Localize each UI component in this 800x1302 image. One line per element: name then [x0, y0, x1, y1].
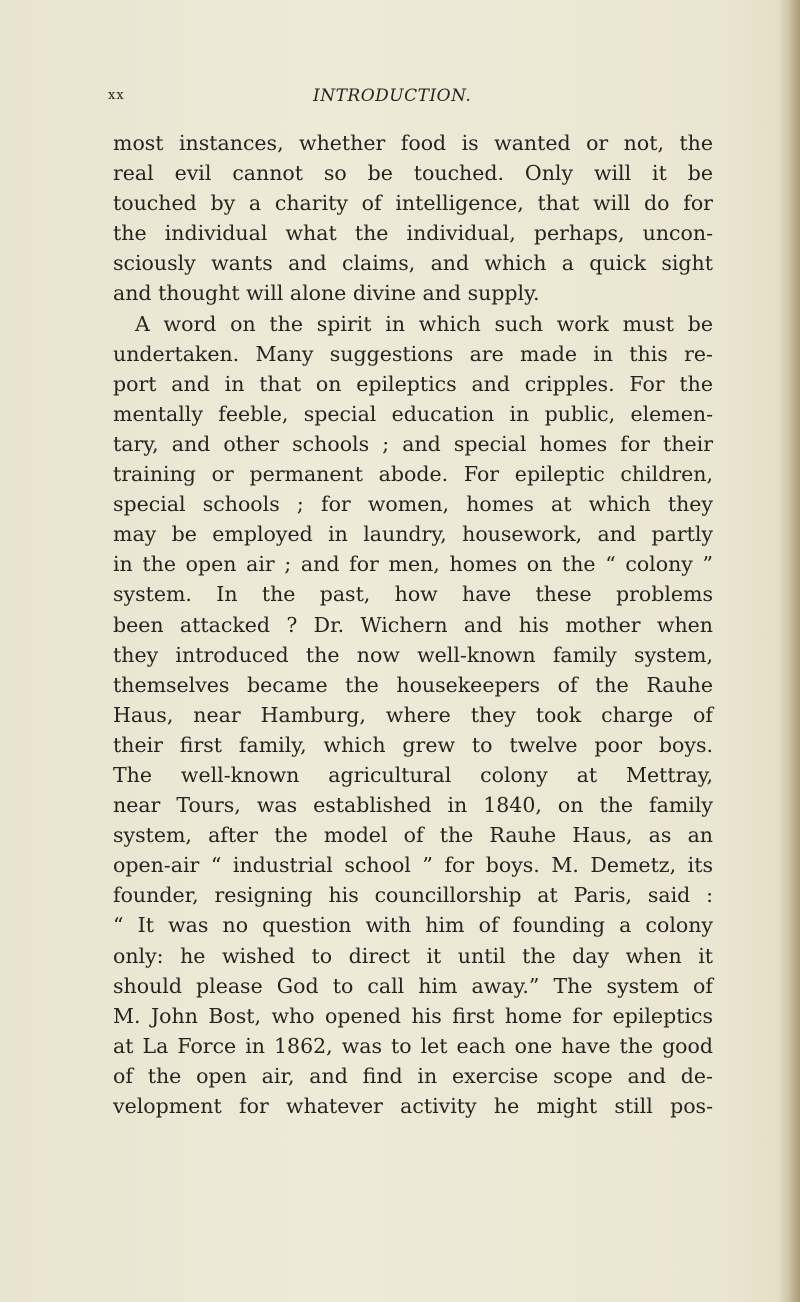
text-line: special schools ; for women, homes at which they	[113, 492, 713, 517]
text-line: Haus, near Hamburg, where they took charge of	[113, 702, 713, 727]
text-line: undertaken. Many suggestions are made in this re-	[113, 341, 713, 366]
page-number: xx	[108, 88, 125, 103]
body-text	[113, 128, 713, 1121]
text-line: themselves became the housekeepers of the Rauhe	[113, 672, 713, 697]
text-line: touched by a charity of intelligence, that will do for	[113, 191, 713, 216]
text-line: port and in that on epileptics and cripples. For the	[113, 371, 713, 396]
text-line: A word on the spirit in which such work must be	[135, 311, 713, 336]
text-line: they introduced the now well-known family system,	[113, 642, 713, 667]
text-line: sciously wants and claims, and which a quick sight	[113, 251, 713, 276]
text-line: system. In the past, how have these problems	[113, 582, 713, 607]
text-line: of the open air, and find in exercise scope and de-	[113, 1063, 713, 1088]
text-line: real evil cannot so be touched. Only will it be	[113, 161, 713, 186]
text-line: velopment for whatever activity he might still pos-	[113, 1094, 713, 1118]
text-line: open-air “ industrial school ” for boys. M. Demetz, its	[113, 853, 713, 878]
text-line: founder, resigning his councillorship at Paris, said :	[113, 883, 713, 908]
text-line: M. John Bost, who opened his first home for epileptics	[113, 1003, 713, 1028]
running-title: INTRODUCTION.	[313, 86, 472, 106]
text-line: and thought will alone divine and supply.	[113, 281, 540, 306]
text-line: the individual what the individual, perhaps, uncon-	[113, 221, 713, 246]
text-line: The well-known agricultural colony at Mettray,	[113, 762, 713, 787]
text-line: their first family, which grew to twelve poor boys.	[113, 732, 713, 757]
text-line: in the open air ; and for men, homes on the “ colony ”	[113, 552, 713, 577]
text-line: should please God to call him away.” The system of	[113, 973, 713, 998]
page-header	[108, 88, 712, 112]
text-line: “ It was no question with him of founding a colony	[113, 913, 713, 938]
text-line: most instances, whether food is wanted or not, the	[113, 131, 713, 155]
text-line: been attacked ? Dr. Wichern and his mother when	[113, 612, 713, 637]
text-line: only: he wished to direct it until the day when it	[113, 943, 713, 968]
text-line: training or permanent abode. For epileptic children,	[113, 462, 713, 487]
page-edge-shadow	[778, 0, 800, 1302]
text-line: near Tours, was established in 1840, on the family	[113, 793, 713, 818]
text-line: tary, and other schools ; and special homes for their	[113, 431, 713, 456]
text-line: system, after the model of the Rauhe Haus, as an	[113, 823, 713, 848]
text-line: at La Force in 1862, was to let each one have the good	[113, 1033, 713, 1058]
text-line: may be employed in laundry, housework, and partly	[113, 522, 713, 547]
text-line: mentally feeble, special education in public, elemen-	[113, 401, 713, 426]
